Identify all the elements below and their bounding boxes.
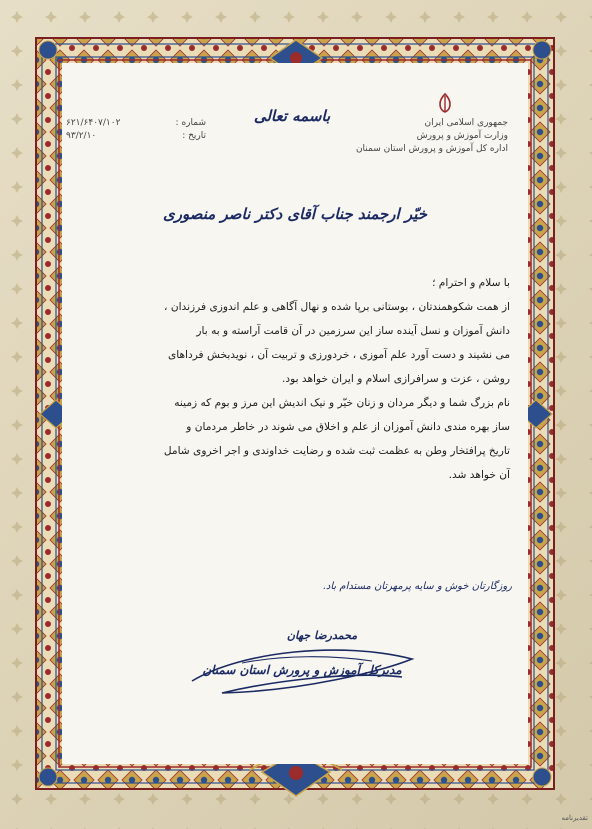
paragraph-line: آن خواهد شد. [448, 469, 510, 481]
organization-header [338, 117, 508, 156]
paragraph-line: از همت شکوهمندتان ، بوستانی برپا شده و نهال آگاهی و علم اندوزی فرزندان ، [164, 301, 510, 313]
signer-title: مدیرکل آموزش و پرورش استان سمنان [202, 663, 402, 677]
greeting: با سلام و احترام ؛ [432, 277, 510, 289]
date-label: تاریخ : [182, 131, 206, 141]
org-line-department: اداره کل آموزش و پرورش استان سمنان [355, 144, 508, 154]
invocation-text: باسمه تعالی [253, 107, 331, 125]
paragraph-line: ساز بهره مندی دانش آموزان از علم و اخلاق می شوند در خاطر مردمان و [186, 421, 510, 433]
paragraph-line: می نشیند و دست آورد علم آموزی ، خردورزی و تربیت آن ، نویدبخش فرداهای [167, 349, 510, 361]
iran-emblem-icon [436, 93, 454, 113]
number-label: شماره : [175, 118, 206, 128]
org-line-country: جمهوری اسلامی ایران [424, 118, 508, 128]
paragraph-line: نام بزرگ شما و دیگر مردان و زنان خیّر و نیک اندیش این مرز و بوم که زمینه [174, 397, 510, 409]
document-body-area [62, 63, 528, 764]
letter-body [82, 271, 510, 487]
number-value: ۶۲۱/۶۴۰۷/۱۰۲ [66, 118, 121, 128]
org-line-ministry: وزارت آموزش و پرورش [416, 131, 508, 141]
footer-mark: تقدیرنامه [561, 814, 588, 822]
paragraph-2 [82, 391, 510, 487]
recipient-line: خیّر ارجمند جناب آقای دکتر ناصر منصوری [163, 205, 427, 223]
paragraph-1 [82, 295, 510, 391]
reference-block [66, 117, 206, 143]
paragraph-line: تاریخ پرافتخار وطن به عظمت ثبت شده و رضایت خداوندی و اجر اخروی شامل [163, 445, 510, 457]
date-value: ۹۳/۲/۱۰ [66, 131, 97, 141]
signer-name: محمدرضا جهان [286, 629, 358, 642]
closing-line: روزگارتان خوش و سایه پرمهرتان مستدام باد. [322, 581, 512, 592]
paragraph-line: روشن ، عزت و سرافرازی اسلام و ایران خواهد بود. [282, 373, 510, 385]
paragraph-line: دانش آموزان و نسل آینده ساز این سرزمین در آن قامت آراسته و به بار [196, 325, 510, 337]
